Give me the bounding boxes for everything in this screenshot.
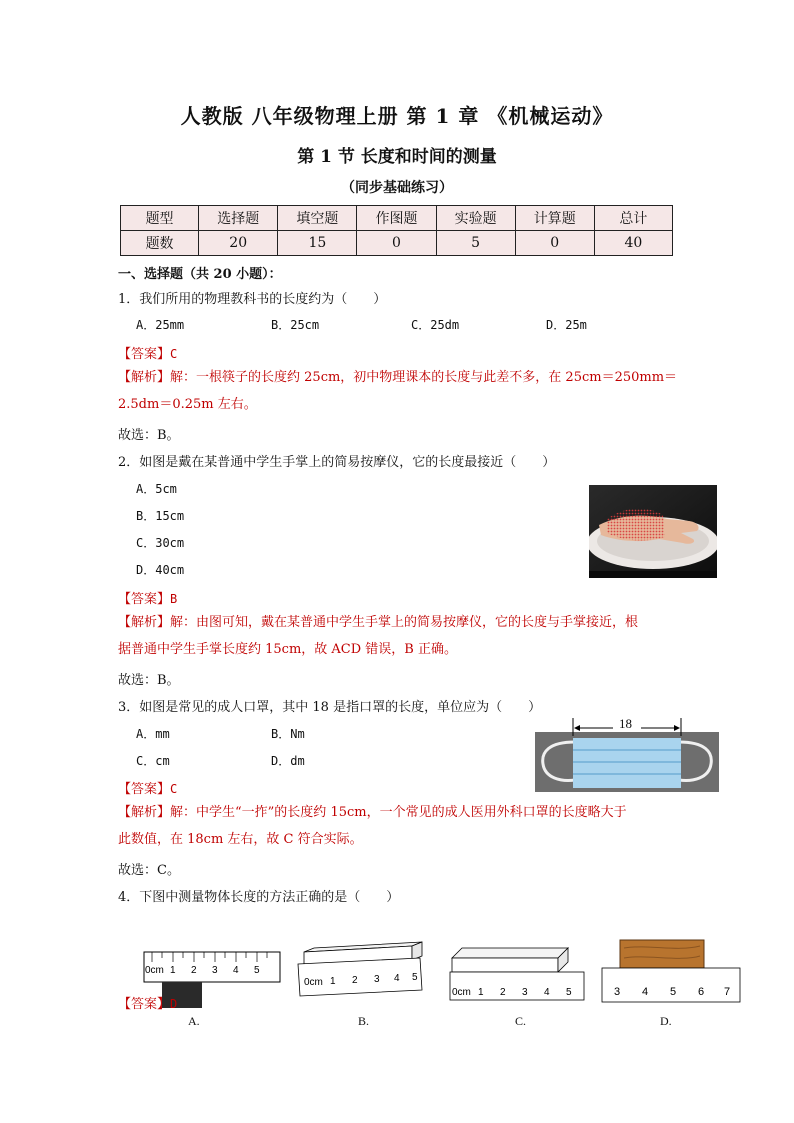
svg-text:3: 3 [614, 986, 621, 998]
answer-label: 【答案】 [118, 997, 171, 1012]
stats-cell: 实验题 [436, 206, 515, 231]
svg-text:5: 5 [566, 987, 572, 998]
svg-text:6: 6 [698, 986, 705, 998]
svg-text:3: 3 [374, 974, 380, 985]
svg-text:4: 4 [394, 973, 400, 984]
stats-cell: 题数 [121, 231, 199, 256]
svg-text:1: 1 [170, 965, 176, 976]
svg-text:4: 4 [544, 987, 550, 998]
analysis-text: 此数值，在 18cm 左右，故 C 符合实际。 [118, 832, 363, 847]
answer-label: 【答案】 [118, 347, 171, 362]
massager-hand-image [589, 485, 717, 578]
q2-option-a: A．5cm [136, 482, 177, 496]
q3-analysis [118, 799, 678, 853]
q3-answer [118, 778, 177, 797]
stats-cell: 0 [357, 231, 436, 256]
ruler-figure-d [600, 938, 742, 1006]
svg-text:4: 4 [642, 986, 649, 998]
stats-cell: 总计 [594, 206, 672, 231]
practice-subtitle: （同步基础练习） [341, 180, 453, 196]
q3-selection: 故选：C。 [118, 863, 180, 878]
svg-text:3: 3 [522, 987, 528, 998]
stats-count-row [121, 231, 673, 256]
svg-text:5: 5 [254, 965, 260, 976]
analysis-label: 【解析】 [118, 615, 171, 630]
svg-text:1: 1 [478, 987, 484, 998]
q1-option-b: B．25cm [271, 318, 320, 332]
question-3-stem: 3．如图是常见的成人口罩，其中 18 是指口罩的长度，单位应为（ ） [118, 700, 542, 715]
q2-option-b: B．15cm [136, 509, 185, 523]
section-title: 第 1 节 长度和时间的测量 [297, 147, 497, 167]
analysis-label: 【解析】 [118, 370, 171, 385]
analysis-text: 解：由图可知，戴在某普通中学生手掌上的简易按摩仪，它的长度与手掌接近，根 [170, 615, 639, 630]
question-1-stem: 1．我们所用的物理教科书的长度约为（ ） [118, 292, 387, 307]
q1-option-d: D．25m [546, 318, 587, 332]
svg-text:2: 2 [500, 987, 506, 998]
stats-cell: 填空题 [278, 206, 357, 231]
stats-cell: 作图题 [357, 206, 436, 231]
stats-cell: 40 [594, 231, 672, 256]
q4-answer [118, 993, 177, 1012]
q1-analysis [118, 364, 678, 418]
mask-length-label: 18 [619, 716, 632, 731]
answer-value: D [170, 997, 178, 1011]
analysis-text: 解：中学生“一拃”的长度约 15cm，一个常见的成人医用外科口罩的长度略大于 [170, 805, 627, 820]
svg-text:7: 7 [724, 986, 731, 998]
analysis-text: 据普通中学生手掌长度约 15cm，故 ACD 错误，B 正确。 [118, 642, 457, 657]
q2-option-c: C．30cm [136, 536, 185, 550]
analysis-text: 2.5dm＝0.25m 左右。 [118, 397, 257, 412]
answer-value: B [170, 592, 178, 606]
answer-value: C [170, 782, 178, 796]
stats-header-row [121, 206, 673, 231]
q3-option-b: B．Nm [271, 727, 305, 741]
ruler-figure-c [448, 946, 588, 1004]
q1-option-c: C．25dm [411, 318, 460, 332]
q3-option-c: C．cm [136, 754, 170, 768]
svg-text:2: 2 [191, 965, 197, 976]
figure-b-caption: B. [358, 1014, 370, 1028]
q1-answer [118, 343, 177, 362]
svg-text:0cm: 0cm [452, 987, 471, 998]
analysis-label: 【解析】 [118, 805, 171, 820]
answer-label: 【答案】 [118, 782, 171, 797]
q3-option-d: D．dm [271, 754, 305, 768]
svg-text:1: 1 [330, 976, 336, 987]
svg-text:4: 4 [233, 965, 239, 976]
stats-cell: 0 [515, 231, 594, 256]
figure-c-caption: C. [515, 1014, 527, 1028]
stats-cell: 20 [199, 231, 278, 256]
stats-cell: 5 [436, 231, 515, 256]
figure-a-caption: A. [188, 1014, 200, 1028]
figure-d-caption: D. [660, 1014, 672, 1028]
answer-value: C [170, 347, 178, 361]
stats-cell: 题型 [121, 206, 199, 231]
answer-label: 【答案】 [118, 592, 171, 607]
svg-text:3: 3 [212, 965, 218, 976]
stats-cell: 计算题 [515, 206, 594, 231]
stats-cell: 15 [278, 231, 357, 256]
q3-option-a: A．mm [136, 727, 170, 741]
stats-cell: 选择题 [199, 206, 278, 231]
q2-option-d: D．40cm [136, 563, 185, 577]
q1-selection: 故选：B。 [118, 428, 180, 443]
analysis-text: 解：一根筷子的长度约 25cm，初中物理课本的长度与此差不多，在 25cm＝250mm＝ [170, 370, 678, 385]
q2-selection: 故选：B。 [118, 673, 180, 688]
svg-text:5: 5 [412, 972, 418, 983]
ruler-figure-b [296, 940, 428, 1002]
q1-option-a: A．25mm [136, 318, 185, 332]
svg-text:0cm: 0cm [145, 965, 164, 976]
question-stats-table [120, 205, 673, 256]
question-4-stem: 4．下图中测量物体长度的方法正确的是（ ） [118, 890, 400, 905]
q2-answer [118, 588, 177, 607]
q2-analysis [118, 609, 678, 663]
question-2-stem: 2．如图是戴在某普通中学生手掌上的简易按摩仪，它的长度最接近（ ） [118, 455, 556, 470]
svg-text:0cm: 0cm [304, 977, 323, 988]
svg-text:2: 2 [352, 975, 358, 986]
svg-text:5: 5 [670, 986, 677, 998]
face-mask-image [535, 716, 719, 792]
document-title: 人教版 八年级物理上册 第 1 章 《机械运动》 [180, 104, 614, 128]
section-heading: 一、选择题（共 20 小题）： [118, 267, 282, 282]
